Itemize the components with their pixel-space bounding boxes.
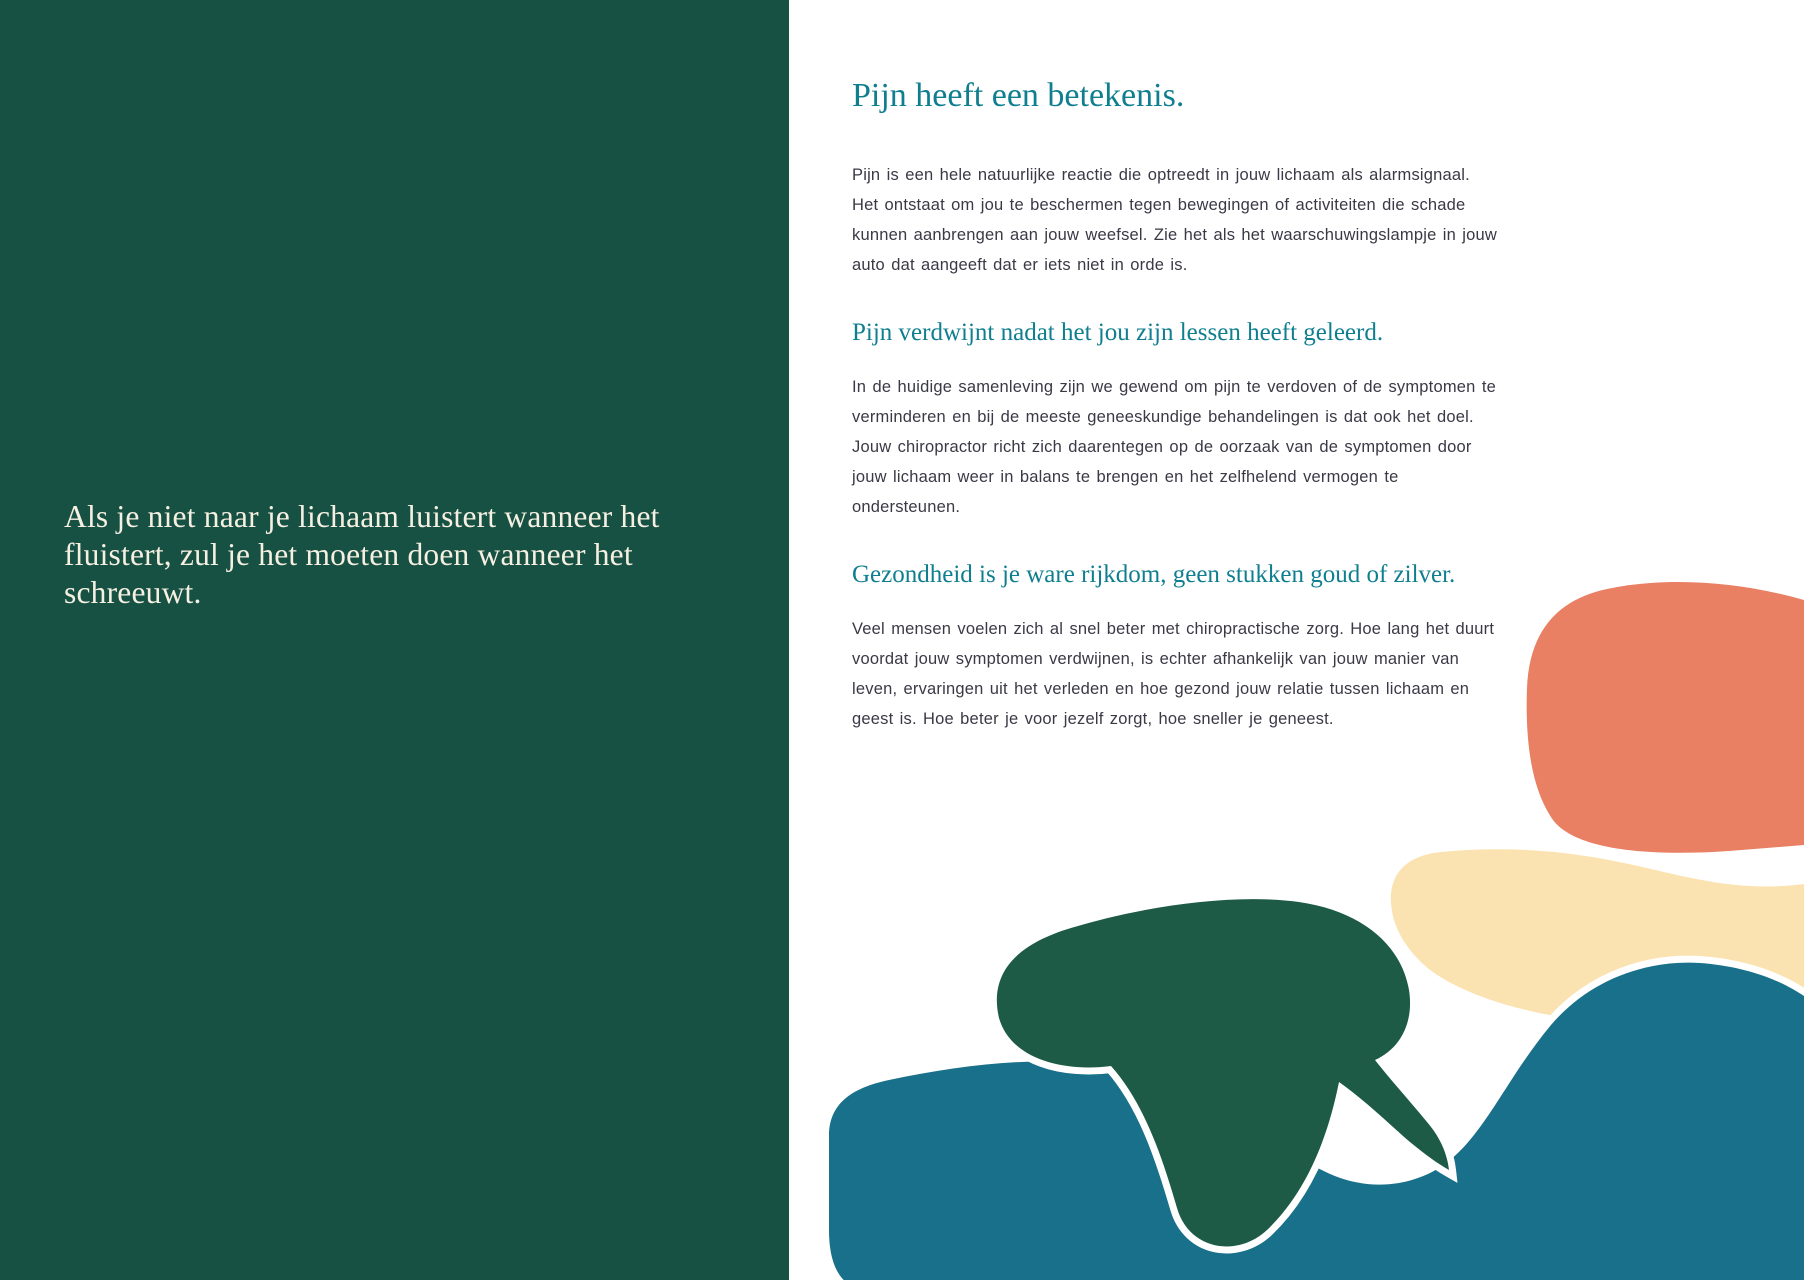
section-body: Veel mensen voelen zich al snel beter met chiropractische zorg. Hoe lang het duurt voordat jouw symptomen verdwijnen, is echter afhankelijk van jouw manier van leven, ervaringen uit het verleden en hoe gezond jouw relatie tussen lichaam en geest is. Hoe beter je voor jezelf zorgt, hoe sneller je geneest.	[852, 620, 1495, 728]
section	[852, 318, 1502, 522]
quote-text: Als je niet naar je lichaam luistert wanneer het fluistert, zul je het moeten doen wanneer het schreeuwt.	[64, 499, 660, 610]
section-heading: Gezondheid is je ware rijkdom, geen stukken goud of zilver.	[852, 561, 1456, 588]
section	[852, 560, 1502, 734]
intro-paragraph: Pijn is een hele natuurlijke reactie die optreedt in jouw lichaam als alarmsignaal. Het ontstaat om jou te beschermen tegen bewegingen of activiteiten die schade kunnen aanbrengen aan jouw weefsel. Zie het als het waarschuwingslampje in jouw auto dat aangeeft dat er iets niet in orde is.	[852, 166, 1498, 274]
page-title: Pijn heeft een betekenis.	[852, 77, 1185, 114]
left-quote-panel	[0, 0, 789, 1280]
right-content-panel	[789, 0, 1804, 1280]
content-column	[852, 76, 1502, 734]
section-heading: Pijn verdwijnt nadat het jou zijn lessen heeft geleerd.	[852, 319, 1384, 346]
section-body: In de huidige samenleving zijn we gewend om pijn te verdoven of de symptomen te verminderen en bij de meeste geneeskundige behandelingen is dat ook het doel. Jouw chiropractor richt zich daarentegen op de oorzaak van de symptomen door jouw lichaam weer in balans te brengen en het zelfhelend vermogen te ondersteunen.	[852, 378, 1496, 516]
